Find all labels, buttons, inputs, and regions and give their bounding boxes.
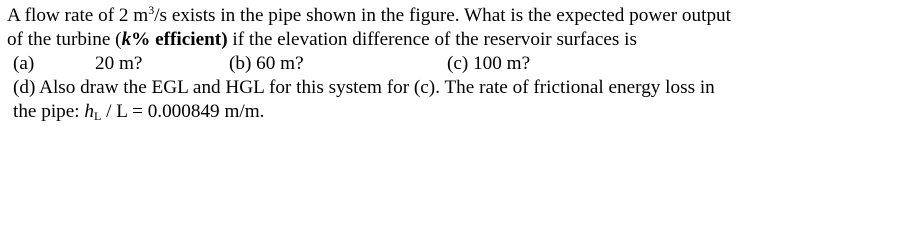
percent-efficient: % efficient): [131, 29, 228, 50]
option-c: (c) 100 m?: [447, 53, 531, 74]
head-loss-subscript: L: [94, 109, 102, 123]
problem-statement: [7, 4, 902, 124]
loss-rate-text: / L = 0.000849 m/m.: [101, 101, 265, 122]
flow-rate-text-continued: /s exists in the pipe shown in the figure. What is the expected power output: [154, 5, 731, 26]
options-line: [7, 52, 902, 76]
option-b: (b) 60 m?: [229, 53, 304, 74]
problem-line-1: [7, 4, 902, 28]
problem-line-5: [7, 100, 902, 124]
flow-rate-text: A flow rate of 2 m: [7, 5, 149, 26]
pipe-text: the pipe:: [13, 101, 85, 122]
option-a-label: (a): [13, 53, 35, 74]
k-symbol: k: [121, 29, 132, 50]
turbine-text: of the turbine (: [7, 29, 122, 50]
part-d-text: (d) Also draw the EGL and HGL for this system for (c). The rate of frictional energy loss in: [13, 77, 715, 98]
problem-line-4: [7, 76, 902, 100]
head-loss-symbol: h: [84, 101, 94, 122]
problem-line-2: [7, 28, 902, 52]
efficiency-variable: [122, 29, 228, 50]
unit-exponent: 3: [148, 3, 155, 17]
elevation-text: if the elevation difference of the reservoir surfaces is: [227, 29, 637, 50]
option-a-value: 20 m?: [95, 53, 143, 74]
